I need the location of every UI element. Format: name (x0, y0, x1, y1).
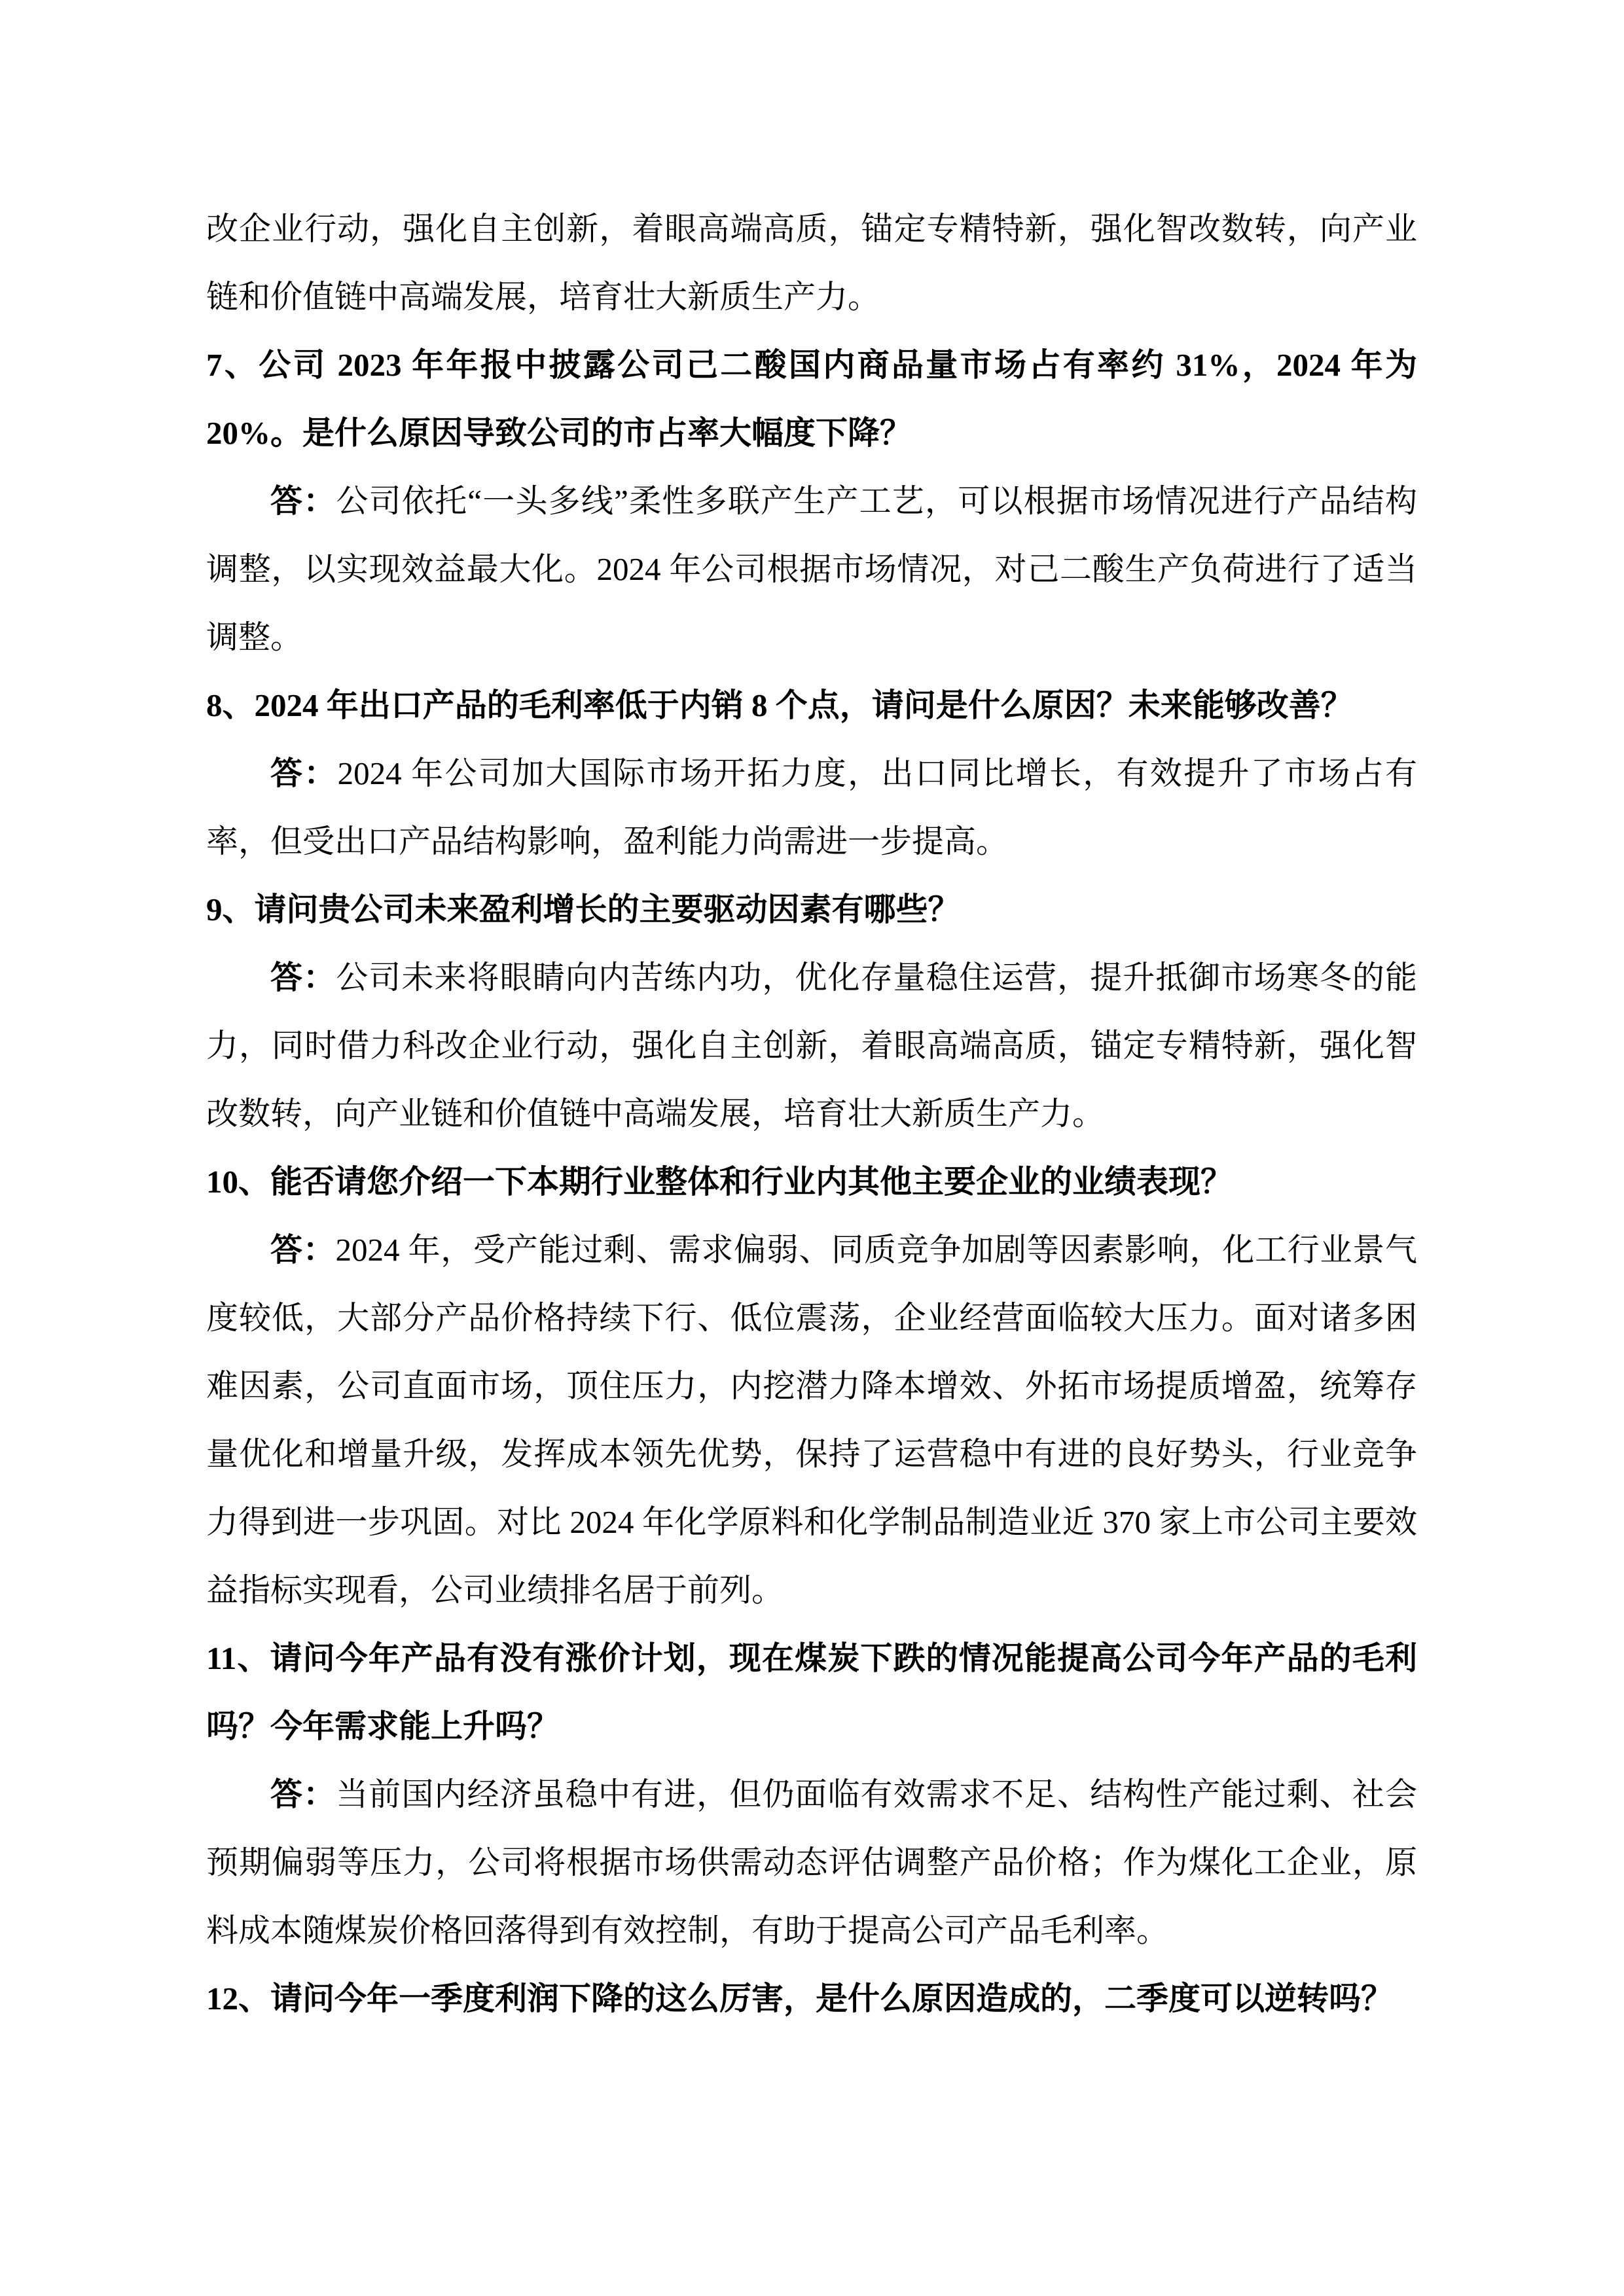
question-9 (206, 876, 1417, 944)
question-8 (206, 672, 1417, 740)
question-text: 7、公司 2023 年年报中披露公司己二酸国内商品量市场占有率约 31%，2024 年为 20%。是什么原因导致公司的市占率大幅度下降？ (206, 347, 1417, 451)
answer-prefix: 答： (270, 1232, 336, 1268)
question-12 (206, 1965, 1417, 2033)
question-7 (206, 331, 1417, 467)
answer-8 (206, 740, 1417, 876)
question-text: 12、请问今年一季度利润下降的这么厉害，是什么原因造成的，二季度可以逆转吗？ (206, 1981, 1394, 2017)
answer-prefix: 答： (270, 960, 336, 996)
answer-prefix: 答： (270, 755, 338, 791)
answer-prefix: 答： (270, 483, 336, 519)
answer-body: 当前国内经济虽稳中有进，但仍面临有效需求不足、结构性产能过剩、社会预期偏弱等压力，公司将根据市场供需动态评估调整产品价格；作为煤化工企业，原料成本随煤炭价格回落得到有效控制，有助于提高公司产品毛利率。 (206, 1776, 1417, 1948)
answer-7 (206, 467, 1417, 672)
answer-body: 公司依托“一头多线”柔性多联产生产工艺，可以根据市场情况进行产品结构调整，以实现效益最大化。2024 年公司根据市场情况，对己二酸生产负荷进行了适当调整。 (206, 483, 1417, 655)
answer-10 (206, 1216, 1417, 1624)
question-11 (206, 1624, 1417, 1761)
answer-prefix: 答： (270, 1776, 336, 1812)
answer-body: 2024 年公司加大国际市场开拓力度，出口同比增长，有效提升了市场占有率，但受出口产品结构影响，盈利能力尚需进一步提高。 (206, 755, 1417, 859)
question-text: 8、2024 年出口产品的毛利率低于内销 8 个点，请问是什么原因？未来能够改善？ (206, 687, 1353, 723)
answer-body: 公司未来将眼睛向内苦练内功，优化存量稳住运营，提升抵御市场寒冬的能力，同时借力科改企业行动，强化自主创新，着眼高端高质，锚定专精特新，强化智改数转，向产业链和价值链中高端发展，培育壮大新质生产力。 (206, 960, 1417, 1132)
question-text: 9、请问贵公司未来盈利增长的主要驱动因素有哪些？ (206, 891, 960, 927)
question-text: 11、请问今年产品有没有涨价计划，现在煤炭下跌的情况能提高公司今年产品的毛利吗？今年需求能上升吗？ (206, 1640, 1417, 1744)
question-text: 10、能否请您介绍一下本期行业整体和行业内其他主要企业的业绩表现？ (206, 1164, 1233, 1200)
answer-body: 2024 年，受产能过剩、需求偏弱、同质竞争加剧等因素影响，化工行业景气度较低，大部分产品价格持续下行、低位震荡，企业经营面临较大压力。面对诸多困难因素，公司直面市场，顶住压力，内挖潜力降本增效、外拓市场提质增盈，统筹存量优化和增量升级，发挥成本领先优势，保持了运营稳中有进的良好势头，行业竞争力得到进一步巩固。对比 2024 年化学原料和化学制品制造业近 370 家上市公司主要效益指标实现看，公司业绩排名居于前列。 (206, 1232, 1417, 1608)
paragraph-continuation (206, 195, 1417, 331)
paragraph-text: 改企业行动，强化自主创新，着眼高端高质，锚定专精特新，强化智改数转，向产业链和价值链中高端发展，培育壮大新质生产力。 (206, 211, 1417, 315)
question-10 (206, 1148, 1417, 1216)
answer-9 (206, 944, 1417, 1148)
answer-11 (206, 1761, 1417, 1965)
